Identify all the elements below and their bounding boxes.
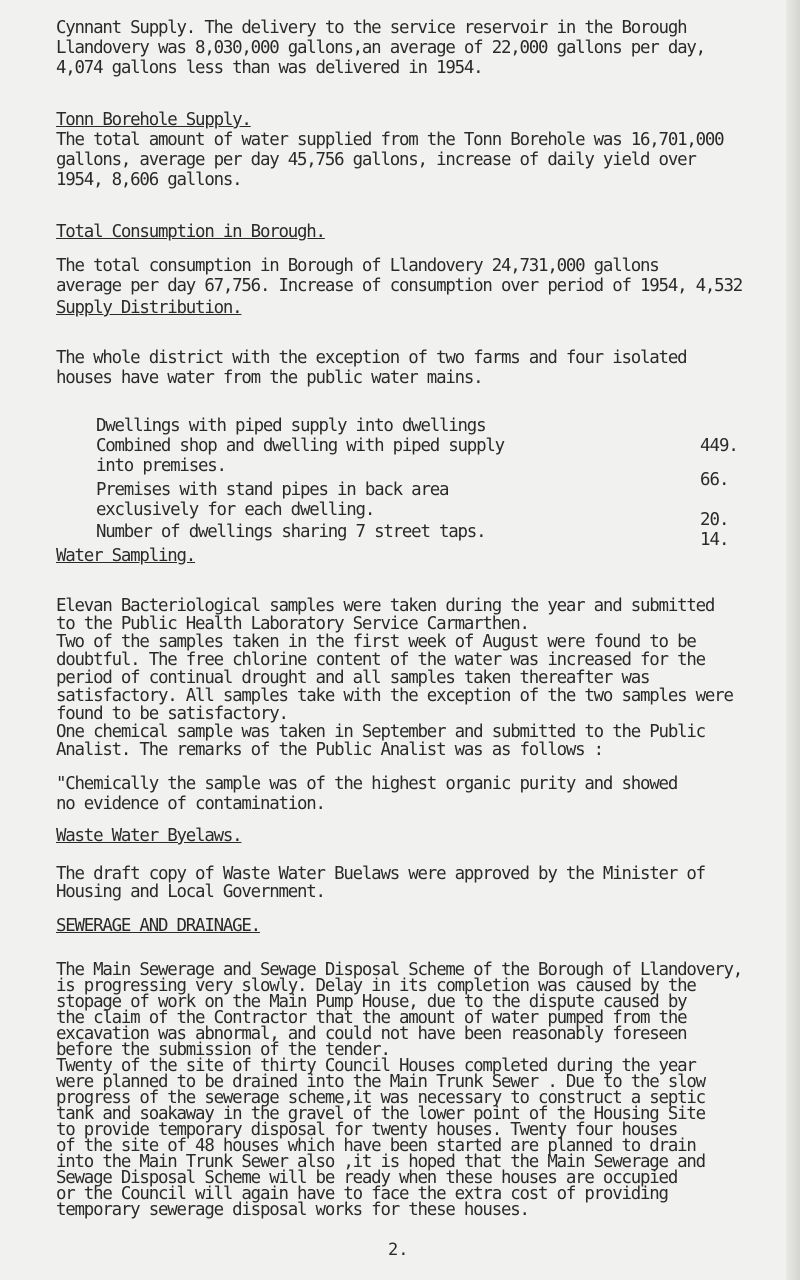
standpipes-value: 66. bbox=[700, 470, 729, 490]
sewerage-line-3: stopage of work on the Main Pump House, due to the dispute caused by bbox=[56, 992, 687, 1012]
sampling-line-4: doubtful. The free chlorine content of the water was increased for the bbox=[56, 650, 705, 670]
sewerage-line-12: of the site of 48 houses which have been started are planned to drain bbox=[56, 1136, 696, 1156]
sampling-line-1: Elevan Bacteriological samples were taken during the year and submitted bbox=[56, 596, 715, 616]
sewerage-line-10: tank and soakaway in the gravel of the lower point of the Housing Site bbox=[56, 1104, 705, 1124]
sampling-line-7: found to be satisfactory. bbox=[56, 704, 288, 724]
quote-line-1: "Chemically the sample was of the highest organic purity and showed bbox=[56, 774, 678, 794]
cynnant-line-2: Llandovery was 8,030,000 gallons,an average of 22,000 gallons per day, bbox=[56, 38, 705, 58]
sampling-line-6: satisfactory. All samples take with the exception of the two samples were bbox=[56, 686, 733, 706]
sewerage-line-8: were planned to be drained into the Main Trunk Sewer . Due to the slow bbox=[56, 1072, 705, 1092]
bylaws-line-2: Housing and Local Government. bbox=[56, 882, 325, 902]
dwellings-line-2: Combined shop and dwelling with piped supply bbox=[96, 436, 504, 456]
supply-line-2: houses have water from the public water mains. bbox=[56, 368, 483, 388]
page-number: 2. bbox=[388, 1240, 409, 1260]
sewerage-line-1: The Main Sewerage and Sewage Disposal Scheme of the Borough of Llandovery, bbox=[56, 960, 742, 980]
sewerage-line-11: to provide temporary disposal for twenty houses. Twenty four houses bbox=[56, 1120, 678, 1140]
quote-line-2: no evidence of contamination. bbox=[56, 794, 325, 814]
supply-line-1: The whole district with the exception of two farms and four isolated bbox=[56, 348, 687, 368]
dwellings-value-1: 449. bbox=[700, 436, 738, 456]
bylaws-heading: Waste Water Byelaws. bbox=[56, 826, 242, 846]
sewerage-line-15: or the Council will again have to face the extra cost of providing bbox=[56, 1184, 668, 1204]
sampling-line-2: to the Public Health Laboratory Service Carmarthen. bbox=[56, 614, 529, 634]
sampling-line-8: One chemical sample was taken in September and submitted to the Public bbox=[56, 722, 705, 742]
tonn-line-3: 1954, 8,606 gallons. bbox=[56, 170, 242, 190]
tonn-line-2: gallons, average per day 45,756 gallons, increase of daily yield over bbox=[56, 150, 696, 170]
cynnant-line-1: Cynnant Supply. The delivery to the service reservoir in the Borough bbox=[56, 18, 687, 38]
tonn-line-1: The total amount of water supplied from the Tonn Borehole was 16,701,000 bbox=[56, 130, 724, 150]
sewerage-line-7: Twenty of the site of thirty Council Houses completed during the year bbox=[56, 1056, 696, 1076]
dwellings-line-1: Dwellings with piped supply into dwellings bbox=[96, 416, 486, 436]
sampling-heading: Water Sampling. bbox=[56, 546, 196, 566]
sewerage-line-5: excavation was abnormal, and could not have been reasonably foreseen bbox=[56, 1024, 687, 1044]
street-taps-value: 20. bbox=[700, 510, 729, 530]
sampling-line-9: Analist. The remarks of the Public Analist was as follows : bbox=[56, 740, 603, 760]
dwellings-line-3: into premises. bbox=[96, 456, 226, 476]
extra-value: 14. bbox=[700, 530, 729, 550]
sampling-line-3: Two of the samples taken in the first week of August were found to be bbox=[56, 632, 696, 652]
standpipes-line-2: exclusively for each dwelling. bbox=[96, 500, 375, 520]
sewerage-line-9: progress of the sewerage scheme,it was necessary to construct a septic bbox=[56, 1088, 705, 1108]
bylaws-line-1: The draft copy of Waste Water Buelaws were approved by the Minister of bbox=[56, 864, 705, 884]
sewerage-line-14: Sewage Disposal Scheme will be ready when these houses are occupied bbox=[56, 1168, 678, 1188]
tonn-heading: Tonn Borehole Supply. bbox=[56, 110, 251, 130]
cynnant-line-3: 4,074 gallons less than was delivered in 1954. bbox=[56, 58, 483, 78]
total-line-1: The total consumption in Borough of Llandovery 24,731,000 gallons bbox=[56, 256, 659, 276]
sewerage-line-4: the claim of the Contractor that the amount of water pumped from the bbox=[56, 1008, 687, 1028]
total-heading: Total Consumption in Borough. bbox=[56, 222, 325, 242]
total-line-2: average per day 67,756. Increase of consumption over period of 1954, 4,532 bbox=[56, 276, 742, 296]
page-edge bbox=[786, 0, 800, 1280]
street-taps-line: Number of dwellings sharing 7 street taps. bbox=[96, 522, 486, 542]
sewerage-line-16: temporary sewerage disposal works for these houses. bbox=[56, 1200, 529, 1220]
sewerage-heading: SEWERAGE AND DRAINAGE. bbox=[56, 916, 260, 936]
sewerage-line-13: into the Main Trunk Sewer also ,it is hoped that the Main Sewerage and bbox=[56, 1152, 705, 1172]
supply-heading: Supply Distribution. bbox=[56, 298, 242, 318]
sewerage-line-2: is progressing very slowly. Delay in its completion was caused by the bbox=[56, 976, 696, 996]
sampling-line-5: period of continual drought and all samples taken thereafter was bbox=[56, 668, 650, 688]
standpipes-line-1: Premises with stand pipes in back area bbox=[96, 480, 449, 500]
sewerage-line-6: before the submission of the tender. bbox=[56, 1040, 390, 1060]
